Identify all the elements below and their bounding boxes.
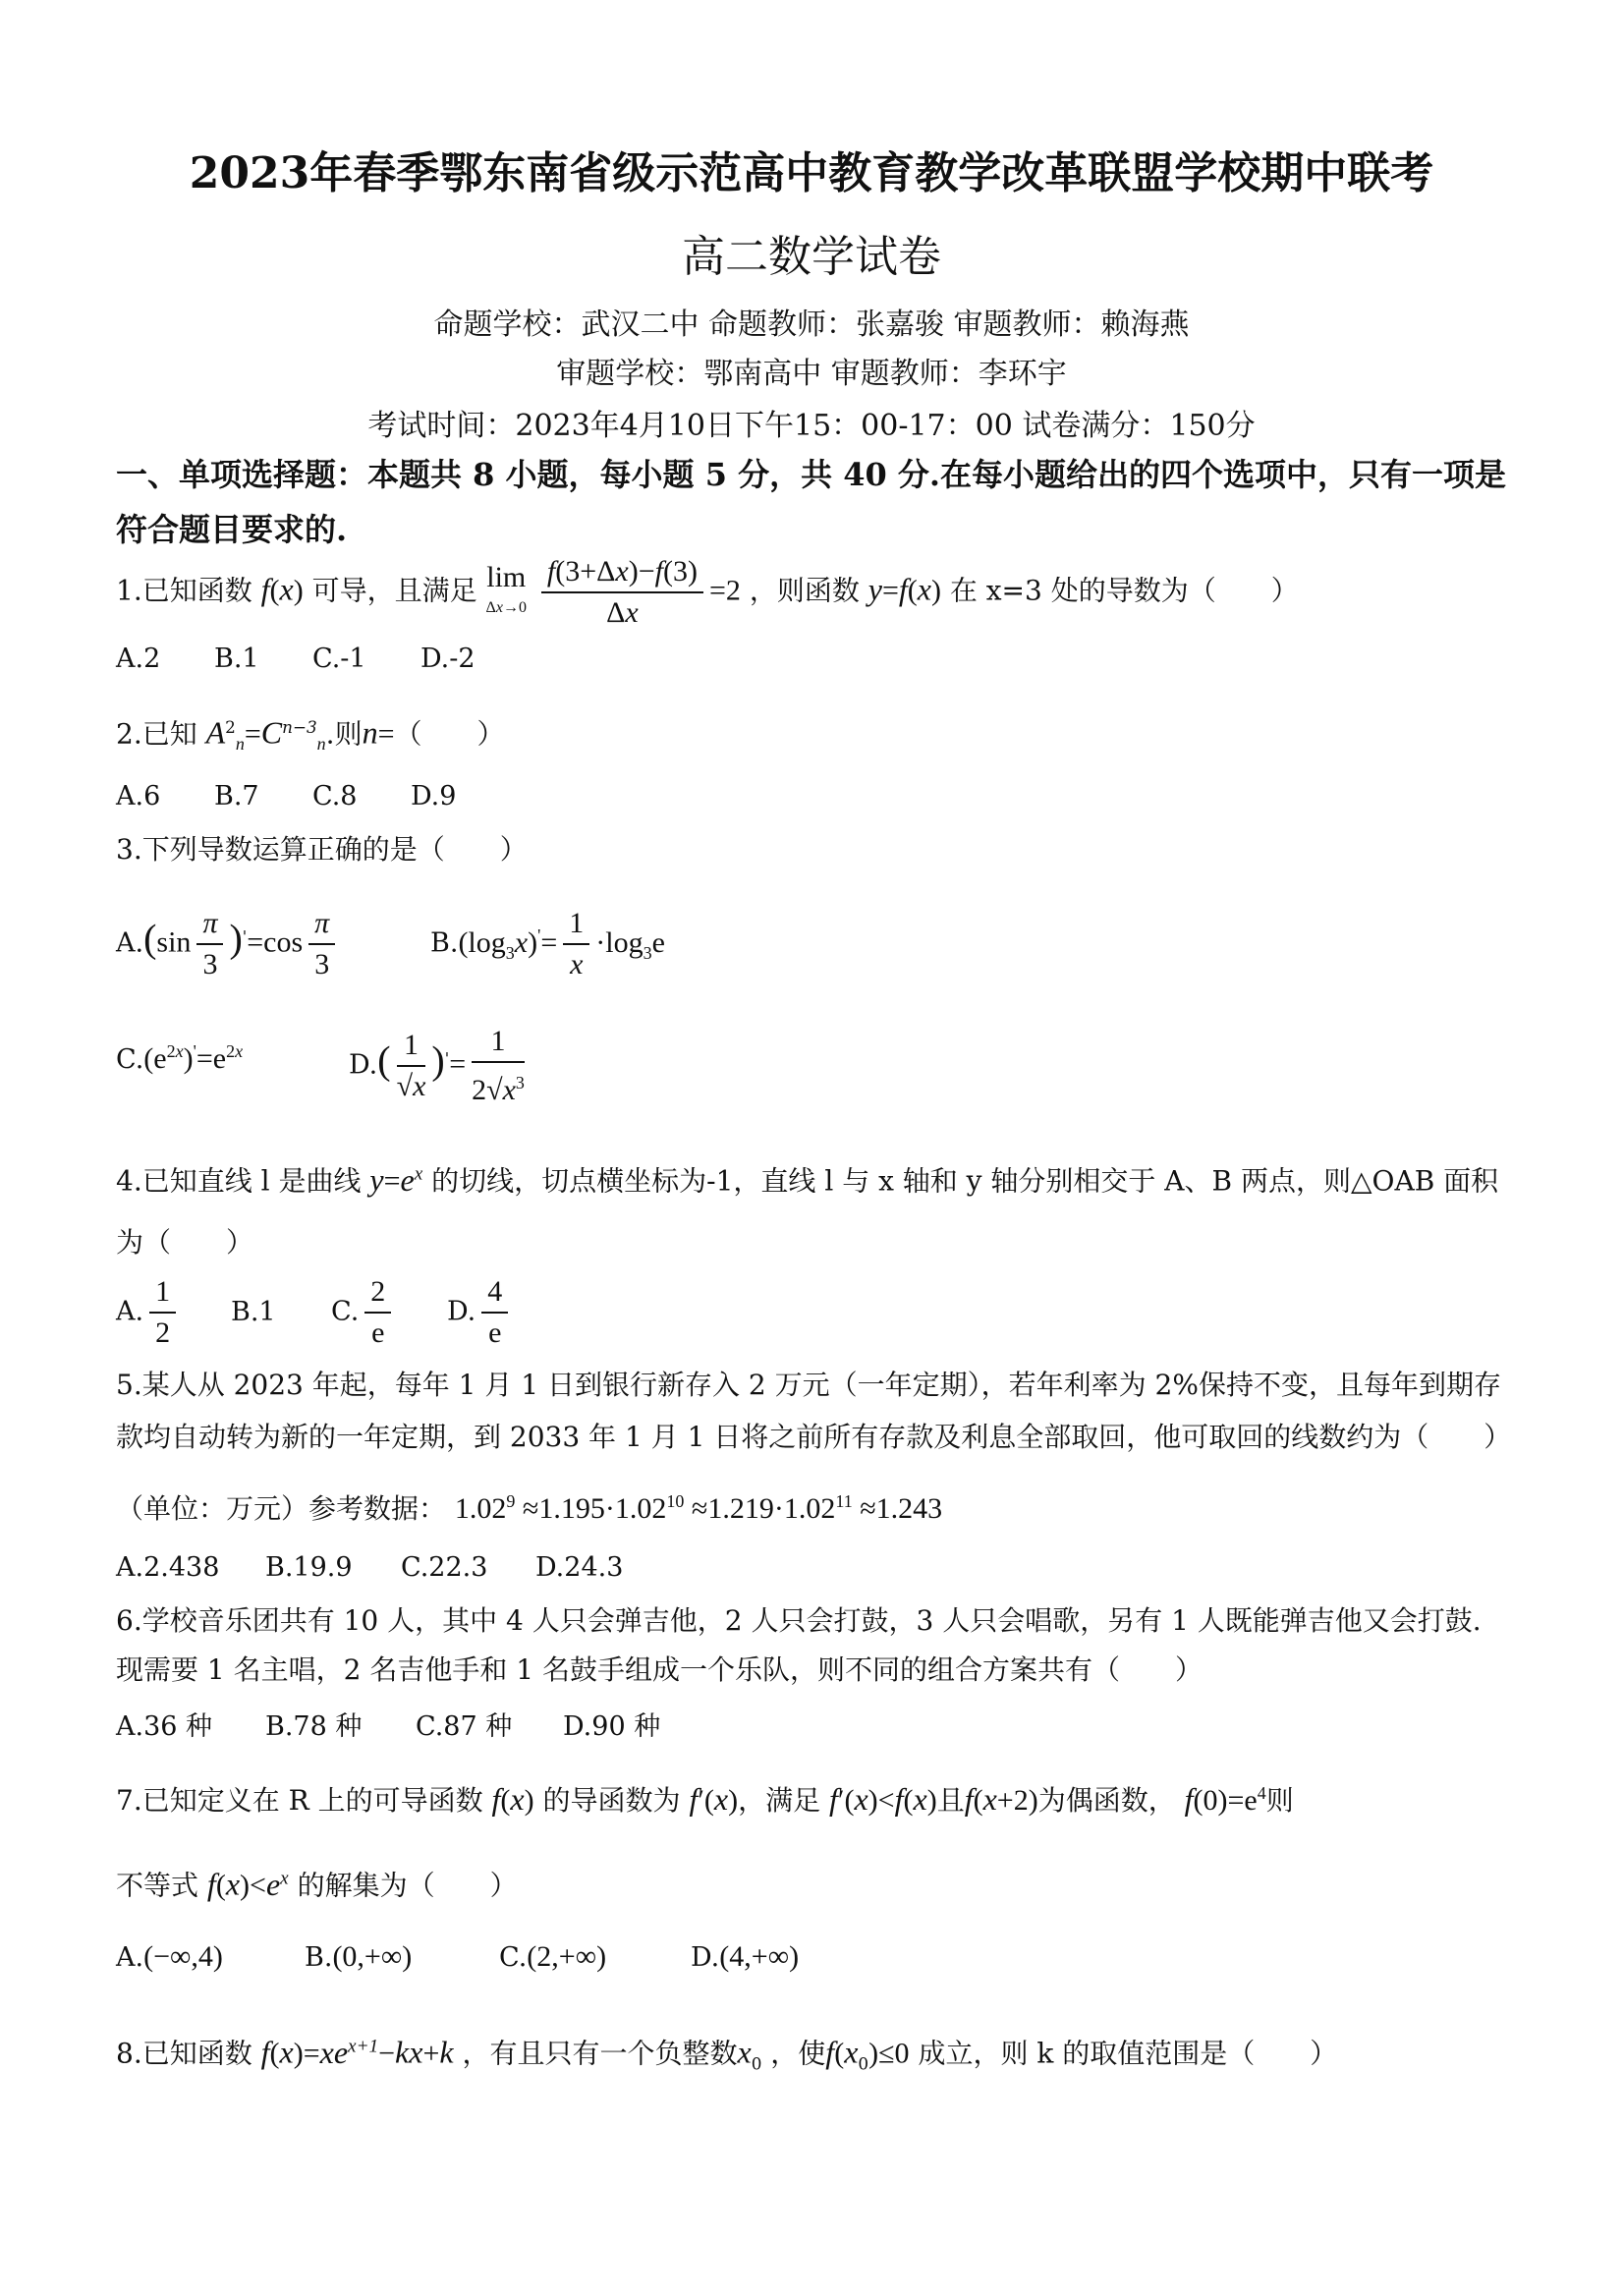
option-d: D.90 种	[563, 1711, 661, 1742]
option-c: C.87 种	[416, 1711, 513, 1742]
math-expression: f	[260, 571, 270, 607]
exam-title: 2023年春季鄂东南省级示范高中教育教学改革联盟学校期中联考	[189, 148, 1434, 198]
question-6: 6.学校音乐团共有 10 人，其中 4 人只会弹吉他，2 人只会打鼓，3 人只会唱歌，另有 1 人既能弹吉他又会打鼓.	[116, 1604, 1482, 1637]
option-d: D.9	[411, 781, 457, 812]
exam-subtitle: 高二数学试卷	[682, 232, 941, 282]
option-c: C.-1	[312, 644, 366, 674]
question-4: 4.已知直线 l 是曲线 $y=e^x$ 的切线，切点横坐标为-1，直线 l 与 x 轴和 y 轴分别相交于 A、B 两点，则△OAB 面积	[116, 1161, 1499, 1198]
math-expression: A	[205, 714, 226, 751]
option-c: C.(2,+∞)	[499, 1940, 607, 1973]
question-6-cont: 现需要 1 名主唱，2 名吉他手和 1 名鼓手组成一个乐队，则不同的组合方案共有（ ）	[116, 1653, 1203, 1686]
question-7: 7.已知定义在 R 上的可导函数 f(x) 的导函数为 f′(x)，满足 f′(x)<f(x)且f(x+2)为偶函数， $f(0)=e^4$则	[116, 1781, 1294, 1817]
option-b: B.78 种	[265, 1711, 363, 1742]
option-a: A. $\frac{1}{2}$	[116, 1272, 182, 1353]
option-d: D. $\frac{4}{e}$	[447, 1272, 514, 1353]
option-a: A.6	[116, 781, 161, 812]
option-d: D.24.3	[535, 1552, 624, 1583]
authors-line-1: 命题学校：武汉二中 命题教师：张嘉骏 审题教师：赖海燕	[433, 308, 1190, 342]
option-b: B.1	[231, 1297, 276, 1327]
exam-info: 考试时间：2023年4月10日下午15：00-17：00 试卷满分：150分	[367, 409, 1256, 443]
question-5-ref: （单位：万元）参考数据： $1.02^9 \approx 1.195\cdot 1.02^{10} \approx 1.219\cdot 1.02^{11} \approx 1.243$	[116, 1491, 943, 1525]
question-1: 1.已知函数 f(x) 可导，且满足 lim Δx→0 $\frac{f(3+\Delta x)-f(3)}{\Delta x}$ =2 ，则函数 y=f(x) 在 x=3 处的导数为（ ）	[116, 552, 1299, 633]
option-b: B.1	[214, 644, 259, 674]
math-expression: lim Δx→0	[485, 560, 527, 616]
section-heading: 一、单项选择题：本题共 8 小题，每小题 5 分，共 40 分.在每小题给出的四个选项中，只有一项是符合题目要求的.	[116, 456, 1507, 548]
question-5: 5.某人从 2023 年起，每年 1 月 1 日到银行新存入 2 万元（一年定期），若年利率为 2%保持不变，且每年到期存	[116, 1369, 1501, 1401]
math-fraction: $\frac{f(3+\Delta x)-f(3)}{\Delta x}$	[541, 552, 703, 633]
question-3: 3.下列导数运算正确的是（ ）	[116, 833, 528, 866]
question-8: 8.已知函数 $f(x)=xe^{x+1}-kx+k$ ，有且只有一个负整数$x_0$ ，使$f(x_0)\le 0$ 成立，则 k 的取值范围是（ ）	[116, 2034, 1338, 2074]
authors-line-2: 审题学校：鄂南高中 审题教师：李环宇	[556, 357, 1067, 391]
option-c: C. $\frac{2}{e}$	[331, 1272, 397, 1353]
option-a: A.2.438	[116, 1552, 220, 1583]
question-7-cont: 不等式 $f(x)<e^x$ 的解集为（ ）	[116, 1866, 518, 1902]
option-a: A.36 种	[116, 1711, 213, 1742]
option-b: $B.(\log_3x)'=$ $\frac{1}{x}$ $\cdot\log_3e$	[430, 904, 665, 984]
option-d: D.-2	[420, 644, 476, 674]
option-c: $C.(e^{2x})'=e^{2x}$	[116, 1041, 244, 1075]
option-b: B.19.9	[265, 1552, 353, 1583]
question-2: 2.已知 $A^2_n=C^{n-3}_n$.则n=（ ）	[116, 714, 505, 754]
option-a: A.(−∞,4)	[116, 1940, 223, 1973]
option-c: C.8	[312, 781, 358, 812]
option-c: C.22.3	[401, 1552, 488, 1583]
option-b: B.(0,+∞)	[305, 1940, 413, 1973]
option-d: D.(4,+∞)	[691, 1940, 800, 1973]
option-d: D.( $\frac{1}{√x}$ )'= $\frac{1}{2√x^3}$	[349, 1022, 531, 1110]
option-b: B.7	[214, 781, 259, 812]
option-a: A.2	[116, 644, 161, 674]
option-a: A.(sin $\frac{\pi}{3}$ )'=cos $\frac{\pi}{3}$	[116, 904, 341, 984]
question-5-cont: 款均自动转为新的一年定期，到 2033 年 1 月 1 日将之前所有存款及利息全部取回，他可取回的线数约为（ ）	[116, 1421, 1512, 1453]
question-4-cont: 为（ ）	[116, 1226, 254, 1259]
